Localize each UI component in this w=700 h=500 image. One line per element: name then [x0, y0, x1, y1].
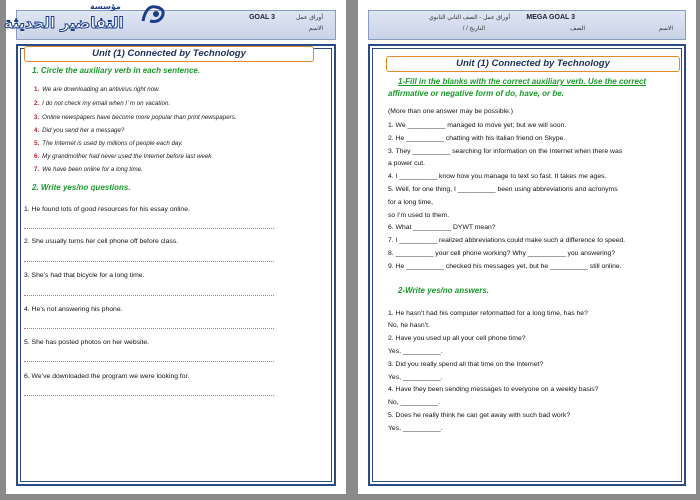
left-page-border — [16, 44, 336, 486]
list-item: 6. My grandmother had never used the Internet before last week. — [34, 153, 214, 160]
question-line: 4. He’s not answering his phone. — [24, 306, 123, 313]
answer-line: No, he hasn’t. — [388, 322, 430, 329]
fill-blank-line: so I’m used to them. — [388, 212, 450, 219]
logo-emblem-icon — [140, 3, 170, 25]
left-worksheet-page — [6, 0, 346, 494]
fill-blank-line: 2. He __________ chatting with his Italian friend on Skype. — [388, 135, 566, 142]
fill-blank-line: 6. What __________ DYWT mean? — [388, 224, 496, 231]
note-text: (More than one answer may be possible.) — [388, 108, 514, 115]
answer-line — [24, 295, 274, 296]
goal-label: MEGA GOAL 3 — [526, 14, 575, 21]
question-line: 5. She has posted photos on her website. — [24, 339, 150, 346]
answer-line: 3. Did you really spend all that time on the Internet? — [388, 361, 544, 368]
fill-blank-line: 1. We __________ managed to move yet; but we will soon. — [388, 122, 567, 129]
fill-blank-line: 4. I __________ know how you manage to text so fast. It takes me ages. — [388, 173, 607, 180]
question-line: 3. She’s had that bicycle for a long time. — [24, 272, 145, 279]
list-item: 4. Did you send her a message? — [34, 127, 125, 134]
list-item: 1. We are downloading an antivirus right now. — [34, 86, 161, 93]
fill-blank-line: a power cut. — [388, 160, 426, 167]
answer-line — [24, 395, 274, 396]
answer-line: 4. Have they been sending messages to everyone on a weekly basis? — [388, 386, 599, 393]
list-item: 3. Online newspapers have become more popular than print newspapers. — [34, 114, 237, 121]
answer-line — [24, 228, 274, 229]
answer-line — [24, 328, 274, 329]
fill-blank-line: 3. They __________ searching for information on the Internet when there was — [388, 148, 623, 155]
name-label: الاسم — [658, 26, 673, 32]
answer-line: 2. Have you used up all your cell phone time? — [388, 335, 526, 342]
goal-label: GOAL 3 — [249, 14, 275, 21]
unit-title: Unit (1) Connected by Technology — [386, 56, 680, 72]
list-item: 5. The Internet is used by millions of people each day. — [34, 140, 183, 147]
section-2-heading: 2-Write yes/no answers. — [398, 286, 489, 295]
section-1-heading: 1-Fill in the blanks with the correct auxiliary verb. Use the correct — [398, 77, 647, 86]
list-item: 7. We have been online for a long time. — [34, 166, 143, 173]
right-page-header — [368, 10, 686, 40]
fill-blank-line: 7. I __________ realized abbreviations could make such a difference to speed. — [388, 237, 626, 244]
unit-title: Unit (1) Connected by Technology — [24, 46, 314, 62]
answer-line: Yes, __________. — [388, 425, 443, 432]
logo-main-text: التفاضير الحديثة — [4, 14, 124, 32]
section-1-heading-cont: affirmative or negative form of do, have, or be. — [388, 89, 564, 98]
question-line: 2. She usually turns her cell phone off before class. — [24, 238, 179, 245]
answer-line: No, __________. — [388, 399, 441, 406]
answer-line: Yes, __________. — [388, 348, 443, 355]
arabic-title: أوراق عمل — [295, 15, 323, 21]
list-item: 2. I do not check my email when I’ m on vacation. — [34, 100, 171, 107]
answer-line — [24, 361, 274, 362]
date-label: التاريخ / / — [462, 26, 485, 32]
class-label: الصف — [570, 26, 585, 32]
answer-line: 5. Does he really think he can get away with such bad work? — [388, 412, 571, 419]
arabic-title: أوراق عمل - الصف الثاني الثانوي — [428, 15, 510, 21]
right-worksheet-page — [358, 0, 696, 494]
section-1-heading: 1. Circle the auxiliary verb in each sentence. — [32, 66, 201, 75]
section-2-heading: 2. Write yes/no questions. — [32, 183, 131, 192]
fill-blank-line: 5. Well, for one thing, I __________ been using abbreviations and acronyms — [388, 186, 618, 193]
name-label: الاسم — [308, 26, 323, 32]
answer-line: Yes, __________. — [388, 374, 443, 381]
fill-blank-line: for a long time, — [388, 199, 433, 206]
fill-blank-line: 9. He __________ checked his messages yet, but he __________ still online. — [388, 263, 622, 270]
answer-line — [24, 261, 274, 262]
publisher-logo — [0, 0, 175, 44]
fill-blank-line: 8. __________ your cell phone working? Why __________ you answering? — [388, 250, 616, 257]
question-line: 6. We’ve downloaded the program we were looking for. — [24, 373, 190, 380]
question-line: 1. He found lots of good resources for his essay online. — [24, 206, 190, 213]
logo-small-text: مؤسسة — [90, 2, 121, 11]
answer-line: 1. He hasn’t had his computer reformatted for a long time, has he? — [388, 310, 588, 317]
